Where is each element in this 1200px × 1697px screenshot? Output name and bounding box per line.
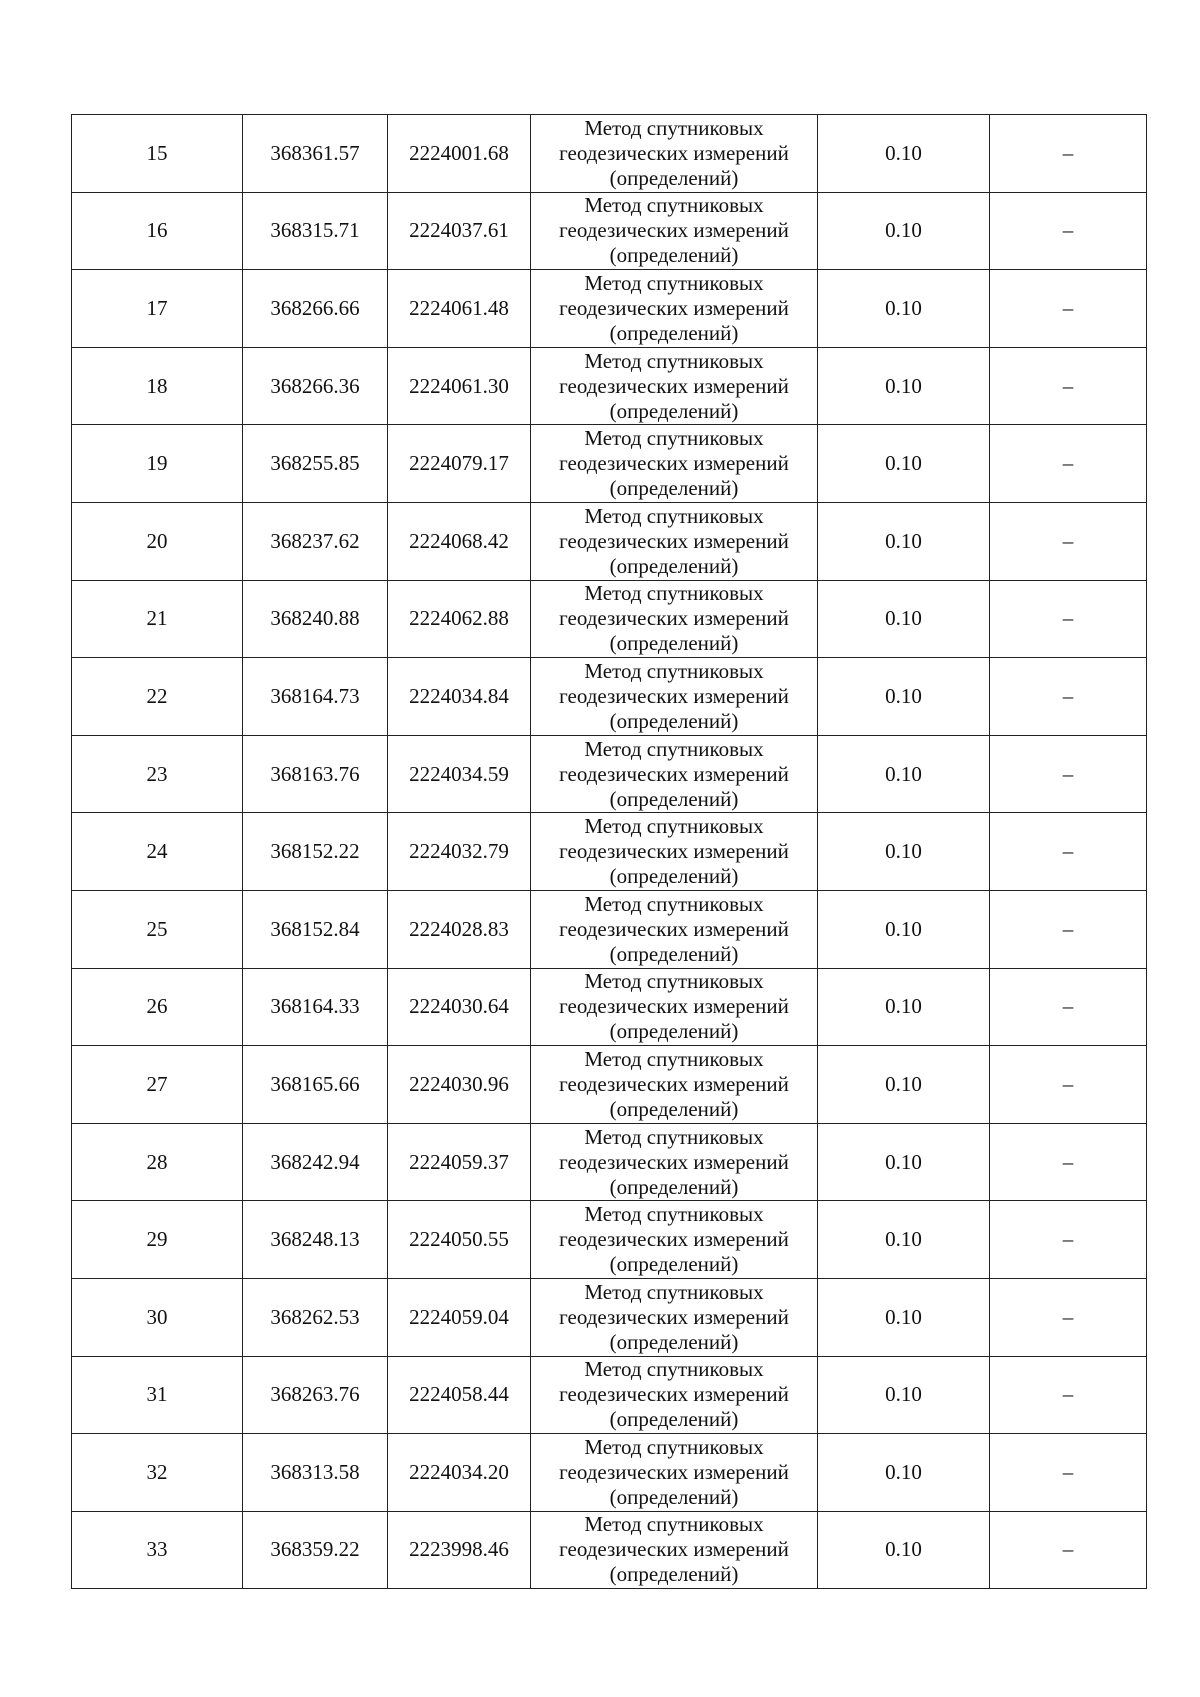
table-row [72,813,1147,891]
method-line: геодезических измерений [559,528,789,553]
table-row [72,890,1147,968]
method-line: (определений) [609,1252,739,1277]
method-line: Метод спутниковых [584,1124,764,1149]
method-cell [531,115,818,193]
coordinate-y-cell: 2223998.46 [388,1511,531,1589]
note-cell: – [990,1201,1147,1279]
method-line: геодезических измерений [559,1459,789,1484]
point-number-cell: 19 [72,425,243,503]
method-line: геодезических измерений [559,683,789,708]
method-line: Метод спутниковых [584,270,764,295]
table-row [72,192,1147,270]
accuracy-cell: 0.10 [818,502,990,580]
coordinate-y-cell: 2224058.44 [388,1356,531,1434]
method-line: (определений) [609,1562,739,1587]
coordinate-x-cell: 368313.58 [243,1434,388,1512]
accuracy-cell: 0.10 [818,813,990,891]
point-number-cell: 17 [72,270,243,348]
note-cell: – [990,890,1147,968]
coordinate-y-cell: 2224062.88 [388,580,531,658]
note-cell: – [990,115,1147,193]
table-row [72,968,1147,1046]
method-line: Метод спутниковых [584,426,764,451]
method-line: (определений) [609,1096,739,1121]
coordinate-y-cell: 2224030.96 [388,1046,531,1124]
method-line: геодезических измерений [559,606,789,631]
note-cell: – [990,192,1147,270]
coordinate-x-cell: 368152.22 [243,813,388,891]
note-cell: – [990,968,1147,1046]
coordinate-x-cell: 368240.88 [243,580,388,658]
accuracy-cell: 0.10 [818,735,990,813]
method-cell [531,813,818,891]
method-cell [531,1201,818,1279]
method-line: Метод спутниковых [584,581,764,606]
accuracy-cell: 0.10 [818,115,990,193]
method-cell [531,192,818,270]
note-cell: – [990,1356,1147,1434]
note-cell: – [990,658,1147,736]
method-cell [531,502,818,580]
coordinate-y-cell: 2224068.42 [388,502,531,580]
method-line: геодезических измерений [559,1537,789,1562]
method-line: (определений) [609,320,739,345]
point-number-cell: 30 [72,1278,243,1356]
coordinate-y-cell: 2224061.48 [388,270,531,348]
method-line: Метод спутниковых [584,1512,764,1537]
method-cell [531,1123,818,1201]
table-row [72,1201,1147,1279]
coordinate-x-cell: 368359.22 [243,1511,388,1589]
method-line: Метод спутниковых [584,969,764,994]
method-cell [531,580,818,658]
table-row [72,1356,1147,1434]
coordinates-table-body [72,115,1147,1589]
coordinate-x-cell: 368242.94 [243,1123,388,1201]
accuracy-cell: 0.10 [818,968,990,1046]
coordinate-x-cell: 368152.84 [243,890,388,968]
accuracy-cell: 0.10 [818,1046,990,1124]
method-line: (определений) [609,398,739,423]
accuracy-cell: 0.10 [818,1511,990,1589]
method-line: геодезических измерений [559,1227,789,1252]
method-line: Метод спутниковых [584,891,764,916]
accuracy-cell: 0.10 [818,192,990,270]
point-number-cell: 24 [72,813,243,891]
method-line: геодезических измерений [559,373,789,398]
note-cell: – [990,347,1147,425]
method-line: (определений) [609,708,739,733]
method-line: Метод спутниковых [584,115,764,140]
coordinate-x-cell: 368248.13 [243,1201,388,1279]
method-cell [531,1511,818,1589]
accuracy-cell: 0.10 [818,1356,990,1434]
method-cell [531,425,818,503]
method-line: (определений) [609,243,739,268]
point-number-cell: 22 [72,658,243,736]
coordinate-y-cell: 2224001.68 [388,115,531,193]
table-row [72,502,1147,580]
note-cell: – [990,1123,1147,1201]
method-line: геодезических измерений [559,1304,789,1329]
table-row [72,425,1147,503]
method-line: (определений) [609,165,739,190]
table-row [72,658,1147,736]
accuracy-cell: 0.10 [818,1434,990,1512]
coordinate-x-cell: 368164.33 [243,968,388,1046]
coordinate-y-cell: 2224079.17 [388,425,531,503]
note-cell: – [990,1046,1147,1124]
method-line: (определений) [609,1019,739,1044]
method-cell [531,968,818,1046]
coordinate-y-cell: 2224034.20 [388,1434,531,1512]
coordinate-y-cell: 2224028.83 [388,890,531,968]
method-cell [531,1046,818,1124]
method-line: Метод спутниковых [584,1434,764,1459]
method-line: геодезических измерений [559,451,789,476]
coordinate-y-cell: 2224032.79 [388,813,531,891]
method-line: (определений) [609,1484,739,1509]
point-number-cell: 18 [72,347,243,425]
accuracy-cell: 0.10 [818,890,990,968]
note-cell: – [990,580,1147,658]
coordinate-y-cell: 2224050.55 [388,1201,531,1279]
point-number-cell: 26 [72,968,243,1046]
method-cell [531,658,818,736]
point-number-cell: 15 [72,115,243,193]
method-cell [531,1434,818,1512]
coordinate-x-cell: 368315.71 [243,192,388,270]
point-number-cell: 23 [72,735,243,813]
point-number-cell: 28 [72,1123,243,1201]
table-row [72,1123,1147,1201]
coordinate-y-cell: 2224037.61 [388,192,531,270]
method-line: геодезических измерений [559,295,789,320]
method-line: Метод спутниковых [584,736,764,761]
table-row [72,580,1147,658]
coordinate-y-cell: 2224034.84 [388,658,531,736]
method-line: (определений) [609,864,739,889]
method-line: (определений) [609,1174,739,1199]
method-line: геодезических измерений [559,140,789,165]
note-cell: – [990,735,1147,813]
table-row [72,115,1147,193]
method-line: (определений) [609,1329,739,1354]
method-line: Метод спутниковых [584,503,764,528]
method-line: Метод спутниковых [584,1046,764,1071]
table-row [72,1511,1147,1589]
method-line: (определений) [609,476,739,501]
point-number-cell: 32 [72,1434,243,1512]
point-number-cell: 33 [72,1511,243,1589]
note-cell: – [990,270,1147,348]
method-line: Метод спутниковых [584,814,764,839]
coordinate-y-cell: 2224059.37 [388,1123,531,1201]
accuracy-cell: 0.10 [818,580,990,658]
table-row [72,270,1147,348]
method-line: геодезических измерений [559,761,789,786]
method-line: геодезических измерений [559,1382,789,1407]
accuracy-cell: 0.10 [818,1201,990,1279]
point-number-cell: 31 [72,1356,243,1434]
point-number-cell: 21 [72,580,243,658]
method-line: (определений) [609,786,739,811]
method-line: (определений) [609,631,739,656]
method-line: (определений) [609,941,739,966]
point-number-cell: 16 [72,192,243,270]
point-number-cell: 20 [72,502,243,580]
table-row [72,347,1147,425]
method-line: Метод спутниковых [584,193,764,218]
note-cell: – [990,813,1147,891]
method-line: геодезических измерений [559,218,789,243]
accuracy-cell: 0.10 [818,658,990,736]
coordinate-y-cell: 2224034.59 [388,735,531,813]
coordinate-x-cell: 368266.36 [243,347,388,425]
coordinate-x-cell: 368266.66 [243,270,388,348]
accuracy-cell: 0.10 [818,425,990,503]
coordinate-y-cell: 2224059.04 [388,1278,531,1356]
note-cell: – [990,502,1147,580]
point-number-cell: 25 [72,890,243,968]
table-row [72,1046,1147,1124]
method-cell [531,890,818,968]
method-cell [531,270,818,348]
accuracy-cell: 0.10 [818,1123,990,1201]
method-cell [531,1356,818,1434]
method-line: (определений) [609,1407,739,1432]
note-cell: – [990,425,1147,503]
note-cell: – [990,1434,1147,1512]
method-line: Метод спутниковых [584,1202,764,1227]
method-cell [531,347,818,425]
method-line: геодезических измерений [559,1149,789,1174]
method-cell [531,1278,818,1356]
coordinate-y-cell: 2224030.64 [388,968,531,1046]
coordinate-x-cell: 368255.85 [243,425,388,503]
method-line: Метод спутниковых [584,658,764,683]
note-cell: – [990,1511,1147,1589]
coordinate-x-cell: 368361.57 [243,115,388,193]
note-cell: – [990,1278,1147,1356]
coordinate-x-cell: 368163.76 [243,735,388,813]
method-line: Метод спутниковых [584,1357,764,1382]
method-line: (определений) [609,553,739,578]
coordinate-x-cell: 368237.62 [243,502,388,580]
method-cell [531,735,818,813]
method-line: Метод спутниковых [584,348,764,373]
coordinate-y-cell: 2224061.30 [388,347,531,425]
point-number-cell: 27 [72,1046,243,1124]
method-line: геодезических измерений [559,1071,789,1096]
method-line: геодезических измерений [559,839,789,864]
method-line: геодезических измерений [559,994,789,1019]
point-number-cell: 29 [72,1201,243,1279]
accuracy-cell: 0.10 [818,347,990,425]
coordinates-table [71,114,1147,1589]
table-row [72,1278,1147,1356]
method-line: Метод спутниковых [584,1279,764,1304]
accuracy-cell: 0.10 [818,1278,990,1356]
coordinate-x-cell: 368164.73 [243,658,388,736]
table-row [72,1434,1147,1512]
accuracy-cell: 0.10 [818,270,990,348]
table-row [72,735,1147,813]
method-line: геодезических измерений [559,916,789,941]
coordinate-x-cell: 368262.53 [243,1278,388,1356]
coordinate-x-cell: 368263.76 [243,1356,388,1434]
coordinate-x-cell: 368165.66 [243,1046,388,1124]
